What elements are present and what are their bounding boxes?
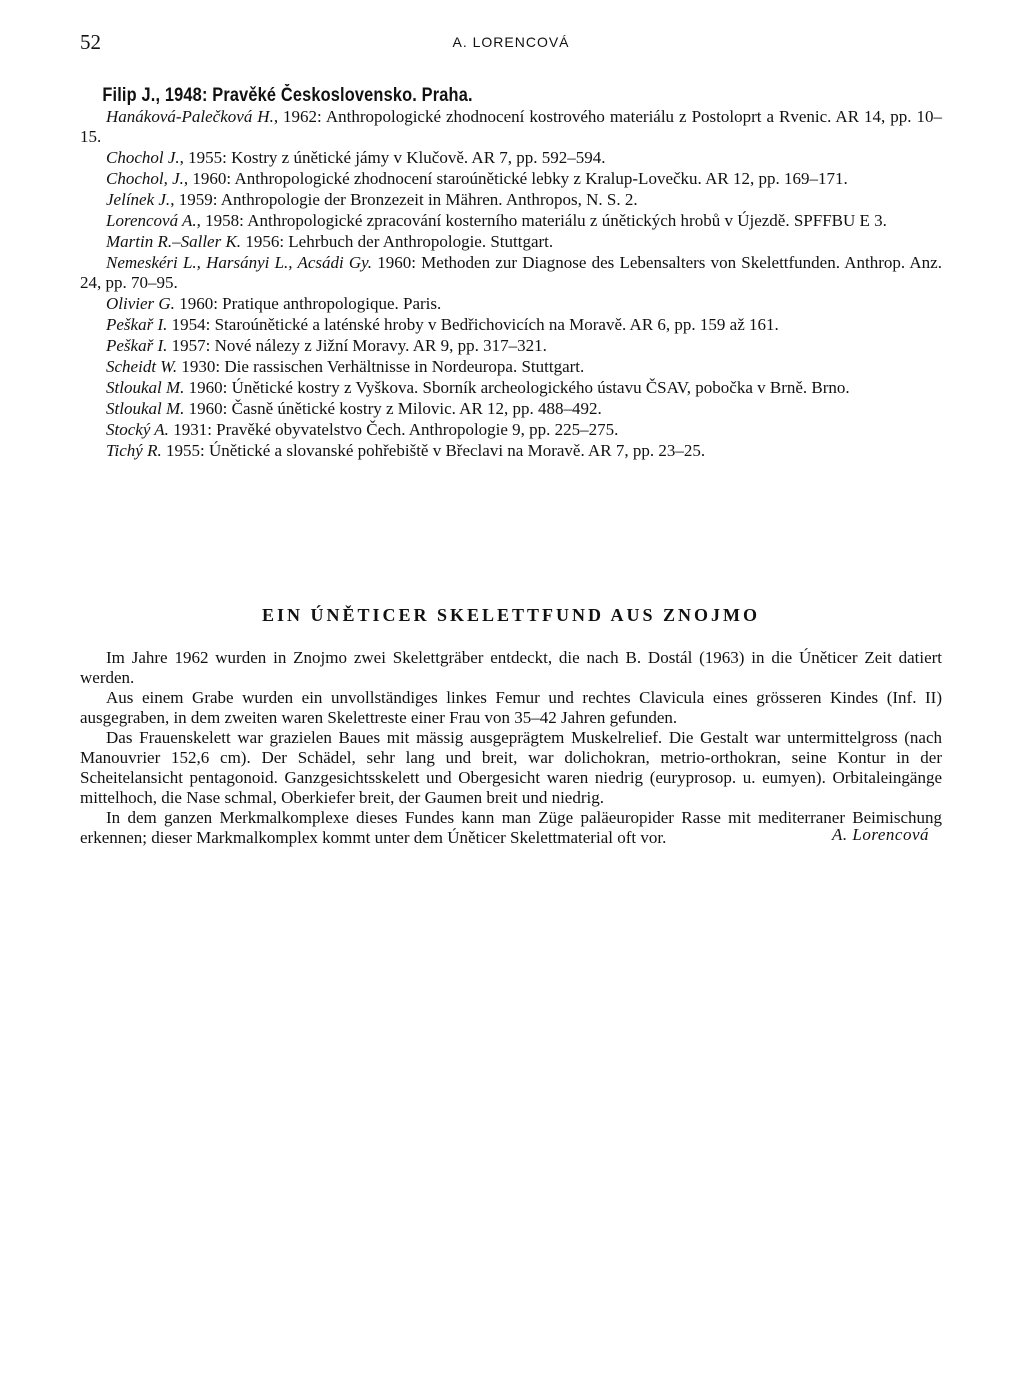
reference-item: Stloukal M. 1960: Únětické kostry z Vyškova. Sborník archeologického ústavu ČSAV, pobočka v Brně. Brno.	[106, 378, 850, 397]
reference-author: Hanáková-Palečková H.	[106, 107, 274, 126]
reference-item: Filip J., 1948: Pravěké Československo. Praha.	[102, 85, 473, 106]
reference-author: Stloukal M.	[106, 378, 185, 397]
reference-item: Stloukal M. 1960: Časně únětické kostry z Milovic. AR 12, pp. 488–492.	[106, 399, 602, 418]
reference-author: Martin R.–Saller K.	[106, 232, 242, 251]
section-title: EIN ÚNĚTICER SKELETTFUND AUS ZNOJMO	[261, 605, 761, 625]
reference-item: Peškař I. 1957: Nové nálezy z Jižní Moravy. AR 9, pp. 317–321.	[106, 336, 547, 355]
reference-item: Stocký A. 1931: Pravěké obyvatelstvo Čech. Anthropologie 9, pp. 225–275.	[106, 420, 619, 439]
reference-item: Nemeskéri L., Harsányi L., Acsádi Gy. 1960: Methoden zur Diagnose des Lebensalters von Skelettfunden. Anthrop. Anz. 24, pp. 70–95.	[80, 253, 942, 292]
reference-author: Lorencová A.	[106, 211, 197, 230]
reference-author: Chochol, J.	[106, 169, 184, 188]
paragraph: In dem ganzen Merkmalkomplexe dieses Fundes kann man Züge paläeuropider Rasse mit mediterraner Beimischung erkennen; dieser Markmalkomplex kommt unter dem Úněticer Skelettmaterial oft vor.	[80, 808, 942, 847]
reference-author: Stloukal M.	[106, 399, 185, 418]
paragraph: Im Jahre 1962 wurden in Znojmo zwei Skelettgräber entdeckt, die nach B. Dostál (1963) in die Úněticer Zeit datiert werden.	[80, 648, 942, 687]
reference-item: Tichý R. 1955: Únětické a slovanské pohřebiště v Břeclavi na Moravě. AR 7, pp. 23–25.	[106, 441, 706, 460]
reference-author: Olivier G.	[106, 294, 175, 313]
page-header	[80, 30, 942, 54]
page-number: 52	[80, 30, 101, 54]
running-head: A. LORENCOVÁ	[452, 34, 570, 50]
reference-author: Nemeskéri L., Harsányi L., Acsádi Gy.	[106, 253, 373, 272]
reference-author: Peškař I.	[106, 336, 168, 355]
reference-author: Tichý R.	[106, 441, 162, 460]
reference-item: Lorencová A., 1958: Anthropologické zpracování kosterního materiálu z únětických hrobů v Újezdě. SPFFBU E 3.	[106, 211, 887, 230]
reference-item: Jelínek J., 1959: Anthropologie der Bronzezeit in Mähren. Anthropos, N. S. 2.	[106, 190, 638, 209]
body-text	[80, 648, 942, 848]
reference-list	[80, 86, 942, 462]
reference-item: Scheidt W. 1930: Die rassischen Verhältnisse in Nordeuropa. Stuttgart.	[106, 357, 585, 376]
reference-author: Stocký A.	[106, 420, 169, 439]
author-signature: A. Lorencová	[832, 825, 929, 844]
reference-author: Scheidt W.	[106, 357, 178, 376]
reference-item: Chochol, J., 1960: Anthropologické zhodnocení staroúnětické lebky z Kralup-Lovečku. AR 12, pp. 169–171.	[106, 169, 848, 188]
reference-item: Olivier G. 1960: Pratique anthropologique. Paris.	[106, 294, 442, 313]
reference-author: Peškař I.	[106, 315, 168, 334]
reference-item: Peškař I. 1954: Staroúnětické a laténské hroby v Bedřichovicích na Moravě. AR 6, pp. 159 až 161.	[106, 315, 779, 334]
reference-author: Jelínek J.	[106, 190, 171, 209]
reference-item: Hanáková-Palečková H., 1962: Anthropologické zhodnocení kostrového materiálu z Postoloprt a Rvenic. AR 14, pp. 10–15.	[80, 107, 942, 146]
reference-item: Chochol J., 1955: Kostry z únětické jámy v Klučově. AR 7, pp. 592–594.	[106, 148, 606, 167]
reference-item: Martin R.–Saller K. 1956: Lehrbuch der Anthropologie. Stuttgart.	[106, 232, 554, 251]
paragraph: Aus einem Grabe wurden ein unvollständiges linkes Femur und rechtes Clavicula eines grösseren Kindes (Inf. II) ausgegraben, in dem zweiten waren Skelettreste einer Frau von 35–42 Jahren gefunden.	[80, 688, 942, 727]
paragraph: Das Frauenskelett war grazielen Baues mit mässig ausgeprägtem Muskelrelief. Die Gestalt war untermittelgross (nach Manouvrier 152,6 cm). Der Schädel, sehr lang und breit, war dolichokran, metrio-orthokran, seine Kontur in der Scheitelansicht pentagonoid. Ganzgesichtsskelett und Obergesicht waren niedrig (euryprosop. u. eumyen). Orbitaleingänge mittelhoch, die Nase schmal, Oberkiefer breit, der Gaumen breit und niedrig.	[80, 728, 942, 807]
reference-author: Chochol J.	[106, 148, 180, 167]
